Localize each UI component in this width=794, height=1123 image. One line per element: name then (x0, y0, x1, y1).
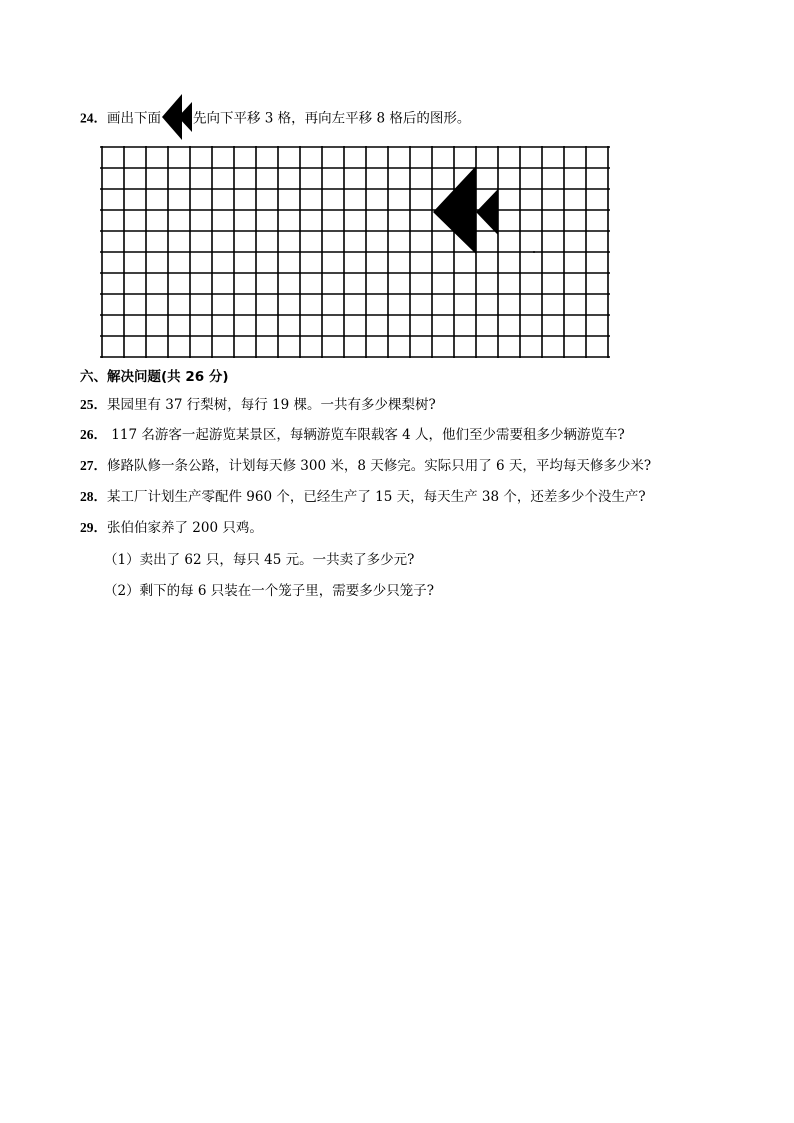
question-27 (80, 457, 651, 475)
grid-lines (100, 146, 610, 358)
question-text-after: 先向下平移 3 格，再向左平移 8 格后的图形。 (193, 110, 471, 127)
question-26 (80, 426, 625, 444)
question-28 (80, 488, 646, 506)
question-number: 28． (80, 489, 107, 504)
question-number: 26． (80, 427, 107, 442)
square-grid (100, 146, 610, 358)
small-triangle-icon (476, 189, 498, 235)
question-29-part-2: （2）剩下的每 6 只装在一个笼子里，需要多少只笼子? (104, 583, 434, 599)
question-text: 117 名游客一起游览某景区，每辆游览车限载客 4 人，他们至少需要租多少辆游览车? (107, 427, 625, 443)
question-text-before: 画出下面 (107, 110, 161, 127)
question-25 (80, 396, 436, 414)
double-triangle-arrow-left-icon (162, 94, 192, 140)
question-text: 修路队修一条公路，计划每天修 300 米，8 天修完。实际只用了 6 天，平均每天修多少米? (107, 458, 652, 474)
question-text: 张伯伯家养了 200 只鸡。 (107, 520, 263, 536)
section-title: 六、解决问题(共 26 分) (80, 369, 229, 385)
grid-figure (433, 166, 498, 254)
question-number: 27． (80, 458, 107, 473)
question-text: 某工厂计划生产零配件 960 个，已经生产了 15 天，每天生产 38 个，还差多少个没生产? (107, 489, 646, 505)
question-29 (80, 519, 263, 537)
question-text: 果园里有 37 行梨树，每行 19 棵。一共有多少棵梨树? (107, 397, 436, 413)
question-number: 29． (80, 520, 107, 535)
question-29-part-1: （1）卖出了 62 只，每只 45 元。一共卖了多少元? (104, 552, 415, 568)
question-number: 24． (80, 110, 107, 126)
question-24 (80, 96, 470, 142)
question-number: 25． (80, 397, 107, 412)
